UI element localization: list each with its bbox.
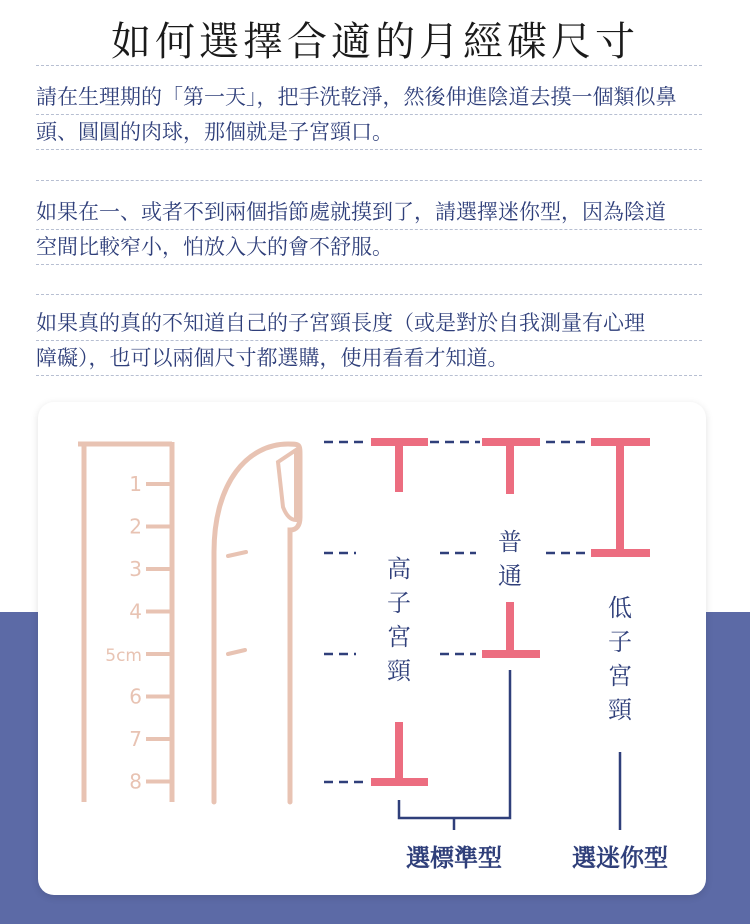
- label-char: 低: [608, 594, 632, 622]
- ruler-number: 7: [129, 727, 142, 751]
- divider: [36, 294, 702, 295]
- ruler: [78, 442, 172, 802]
- fingernail: [278, 450, 296, 520]
- label-char: 高: [387, 555, 411, 583]
- guide-dashes: [324, 442, 588, 782]
- bracket-lines: [399, 670, 620, 830]
- knuckle-crease: [228, 650, 245, 654]
- finger-outline: [214, 444, 300, 802]
- low-cervix-label: [608, 594, 633, 724]
- label-char: 頸: [608, 696, 632, 724]
- paragraph-line: 如果在一、或者不到兩個指節處就摸到了，請選擇迷你型，因為陰道: [36, 195, 702, 230]
- paragraph-line: 如果真的真的不知道自己的子宮頸長度（或是對於自我測量有心理: [36, 306, 702, 341]
- label-char: 通: [498, 562, 522, 590]
- diagram-card: [38, 402, 706, 895]
- label-char: 普: [498, 528, 522, 556]
- low-cervix-marker: [591, 442, 650, 553]
- paragraph-3: [36, 306, 702, 376]
- ruler-number: 3: [129, 557, 142, 581]
- cervix-diagram: [38, 402, 706, 895]
- high-cervix-label: [387, 555, 412, 685]
- divider: [36, 65, 702, 66]
- ruler-number: 5cm: [105, 646, 142, 666]
- ruler-number: 1: [129, 472, 142, 496]
- ruler-number: 8: [129, 769, 142, 794]
- paragraph-line: 請在生理期的「第一天」，把手洗乾淨，然後伸進陰道去摸一個類似鼻: [36, 80, 702, 115]
- divider: [36, 180, 702, 181]
- normal-label: [498, 528, 522, 590]
- paragraph-line: 空間比較窄小，怕放入大的會不舒服。: [36, 230, 702, 265]
- paragraph-line: 頭、圓圓的肉球，那個就是子宮頸口。: [36, 115, 702, 150]
- page-title: 如何選擇合適的月經碟尺寸: [111, 19, 639, 65]
- label-char: 宮: [608, 662, 632, 690]
- label-char: 子: [608, 628, 632, 656]
- choice-standard: 選標準型: [406, 844, 502, 872]
- paragraph-line: 障礙），也可以兩個尺寸都選購，使用看看才知道。: [36, 341, 702, 376]
- paragraph-1: [36, 80, 702, 150]
- label-char: 子: [387, 589, 411, 617]
- choice-mini: 選迷你型: [572, 844, 668, 872]
- paragraph-2: [36, 195, 702, 265]
- ruler-number: 4: [129, 599, 142, 624]
- label-char: 宮: [387, 623, 411, 651]
- knuckle-crease: [228, 552, 246, 556]
- label-char: 頸: [387, 657, 411, 685]
- ruler-number: 2: [129, 514, 142, 539]
- ruler-ticks: [105, 472, 172, 794]
- ruler-number: 6: [129, 684, 142, 709]
